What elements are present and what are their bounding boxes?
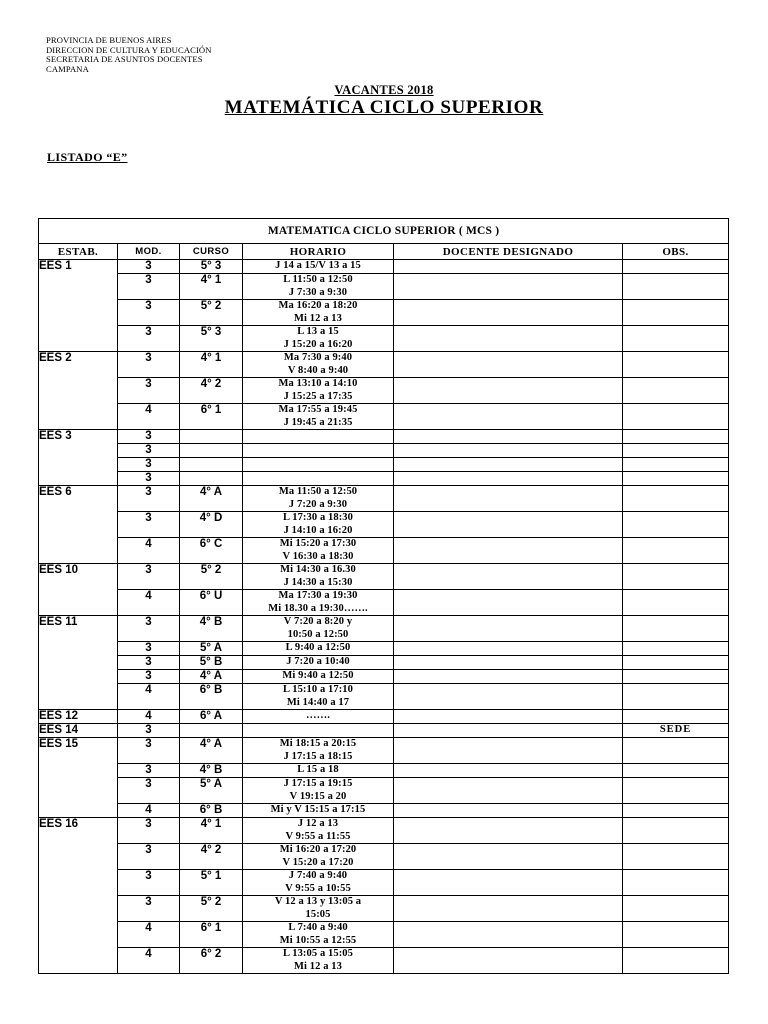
- schedule-line: J 7:30 a 9:30: [288, 286, 348, 298]
- cell-mod: 3: [118, 274, 180, 300]
- schedule-line: Mi 14:40 a 17: [286, 696, 350, 708]
- cell-docente: [394, 896, 623, 922]
- cell-estab: EES 2: [39, 352, 118, 430]
- table-row: [39, 472, 729, 486]
- cell-mod: 3: [118, 896, 180, 922]
- cell-mod: 3: [118, 870, 180, 896]
- cell-estab: EES 12: [39, 710, 118, 724]
- cell-estab: EES 11: [39, 616, 118, 710]
- cell-horario: [243, 260, 394, 274]
- cell-curso: [180, 472, 243, 486]
- cell-docente: [394, 404, 623, 430]
- cell-mod: 3: [118, 300, 180, 326]
- cell-obs: [623, 512, 729, 538]
- cell-horario: [243, 616, 394, 642]
- cell-docente: [394, 472, 623, 486]
- table-row: [39, 818, 729, 844]
- cell-mod: 3: [118, 844, 180, 870]
- cell-horario: [243, 564, 394, 590]
- cell-horario: [243, 458, 394, 472]
- cell-mod: 4: [118, 922, 180, 948]
- cell-horario: [243, 300, 394, 326]
- table-row: [39, 804, 729, 818]
- table-row: [39, 616, 729, 642]
- cell-curso: 6° 1: [180, 922, 243, 948]
- cell-mod: 3: [118, 656, 180, 670]
- col-header-mod: MOD.: [118, 244, 180, 260]
- schedule-line: J 14 a 15/V 13 a 15: [275, 260, 361, 271]
- cell-docente: [394, 684, 623, 710]
- header-line-city: CAMPANA: [46, 63, 89, 74]
- schedule-line: V 19:15 a 20: [289, 790, 347, 802]
- cell-docente: [394, 656, 623, 670]
- cell-docente: [394, 300, 623, 326]
- table-row: [39, 564, 729, 590]
- cell-mod: 4: [118, 684, 180, 710]
- cell-curso: 6° C: [180, 538, 243, 564]
- cell-mod: 3: [118, 326, 180, 352]
- schedule-line: Mi y V 15:15 a 17:15: [270, 804, 366, 815]
- cell-mod: 3: [118, 444, 180, 458]
- cell-mod: 4: [118, 590, 180, 616]
- cell-obs: [623, 486, 729, 512]
- schedule-line: Mi 18:15 a 20:15: [279, 738, 357, 749]
- cell-horario: [243, 818, 394, 844]
- cell-mod: 3: [118, 642, 180, 656]
- cell-curso: 5° B: [180, 656, 243, 670]
- cell-docente: [394, 670, 623, 684]
- cell-mod: 3: [118, 564, 180, 590]
- schedule-line: V 16:30 a 18:30: [282, 550, 354, 562]
- schedule-line: J 17:15 a 18:15: [283, 750, 353, 762]
- cell-obs: SEDE: [623, 724, 729, 738]
- schedule-line: L 9:40 a 12:50: [285, 642, 351, 653]
- cell-horario: [243, 512, 394, 538]
- cell-estab: EES 1: [39, 260, 118, 352]
- table-row: [39, 512, 729, 538]
- cell-estab: EES 10: [39, 564, 118, 616]
- table-row: [39, 260, 729, 274]
- schedule-line: J 7:40 a 9:40: [288, 870, 348, 881]
- cell-horario: [243, 404, 394, 430]
- cell-curso: 4° B: [180, 616, 243, 642]
- cell-horario: [243, 764, 394, 778]
- schedule-line: J 14:30 a 15:30: [283, 576, 353, 588]
- cell-curso: 4° A: [180, 670, 243, 684]
- cell-docente: [394, 430, 623, 444]
- page-title: [0, 97, 768, 119]
- schedule-line: Ma 17:30 a 19:30: [278, 590, 358, 601]
- cell-curso: 5° A: [180, 778, 243, 804]
- header-line-province: PROVINCIA DE BUENOS AIRES: [46, 35, 172, 45]
- schedule-line: V 8:40 a 9:40: [287, 364, 349, 376]
- cell-mod: 3: [118, 670, 180, 684]
- cell-docente: [394, 378, 623, 404]
- schedule-line: Mi 16:20 a 17:20: [279, 844, 357, 855]
- cell-horario: [243, 670, 394, 684]
- cell-estab: EES 6: [39, 486, 118, 564]
- table-row: [39, 922, 729, 948]
- cell-curso: 6° B: [180, 804, 243, 818]
- schedule-line: V 12 a 13 y 13:05 a: [274, 896, 362, 907]
- table-row: [39, 458, 729, 472]
- table-row: [39, 444, 729, 458]
- cell-horario: [243, 922, 394, 948]
- cell-mod: 3: [118, 352, 180, 378]
- cell-curso: [180, 724, 243, 738]
- col-header-curso: CURSO: [180, 244, 243, 260]
- schedule-line: L 11:50 a 12:50: [283, 274, 353, 285]
- cell-mod: 3: [118, 430, 180, 444]
- schedule-line: V 7:20 a 8:20 y: [283, 616, 353, 627]
- cell-docente: [394, 804, 623, 818]
- cell-horario: [243, 642, 394, 656]
- cell-mod: 4: [118, 804, 180, 818]
- cell-obs: [623, 710, 729, 724]
- cell-obs: [623, 870, 729, 896]
- table-row: [39, 590, 729, 616]
- cell-curso: 6° 1: [180, 404, 243, 430]
- cell-obs: [623, 274, 729, 300]
- cell-horario: [243, 684, 394, 710]
- schedule-line: J 19:45 a 21:35: [283, 416, 353, 428]
- cell-docente: [394, 922, 623, 948]
- cell-docente: [394, 538, 623, 564]
- cell-obs: [623, 300, 729, 326]
- table-header-row: [39, 244, 729, 260]
- schedule-line: …….: [306, 710, 330, 721]
- table-row: [39, 670, 729, 684]
- table-row: [39, 538, 729, 564]
- cell-docente: [394, 564, 623, 590]
- schedule-line: Ma 11:50 a 12:50: [278, 486, 358, 497]
- table-row: [39, 300, 729, 326]
- cell-obs: [623, 472, 729, 486]
- cell-obs: [623, 642, 729, 656]
- institution-header: [46, 36, 212, 74]
- cell-horario: [243, 444, 394, 458]
- cell-mod: 3: [118, 472, 180, 486]
- cell-mod: 3: [118, 486, 180, 512]
- cell-mod: 3: [118, 818, 180, 844]
- schedule-line: 10:50 a 12:50: [287, 628, 349, 640]
- schedule-line: L 13 a 15: [297, 326, 339, 337]
- cell-curso: 4° 1: [180, 274, 243, 300]
- cell-obs: [623, 352, 729, 378]
- table-row: [39, 844, 729, 870]
- cell-docente: [394, 642, 623, 656]
- schedule-line: J 15:20 a 16:20: [283, 338, 353, 350]
- schedule-line: J 7:20 a 9:30: [288, 498, 348, 510]
- cell-mod: 4: [118, 538, 180, 564]
- cell-docente: [394, 844, 623, 870]
- table-row: [39, 656, 729, 670]
- header-line-direction: DIRECCION DE CULTURA Y EDUCACIÓN: [46, 44, 212, 55]
- cell-horario: [243, 590, 394, 616]
- schedule-line: Mi 12 a 13: [294, 960, 342, 972]
- schedule-line: Ma 16:20 a 18:20: [278, 300, 358, 311]
- cell-obs: [623, 590, 729, 616]
- table-caption-row: [39, 219, 729, 244]
- cell-horario: [243, 472, 394, 486]
- cell-mod: 4: [118, 404, 180, 430]
- cell-horario: [243, 778, 394, 804]
- schedule-line: V 9:55 a 11:55: [285, 830, 351, 842]
- cell-obs: [623, 804, 729, 818]
- cell-obs: [623, 378, 729, 404]
- cell-horario: [243, 724, 394, 738]
- table-row: [39, 378, 729, 404]
- cell-curso: 5° 3: [180, 260, 243, 274]
- cell-horario: [243, 538, 394, 564]
- col-header-estab: ESTAB.: [39, 244, 118, 260]
- schedule-line: Mi 9:40 a 12:50: [282, 670, 354, 681]
- table-row: [39, 948, 729, 974]
- cell-horario: [243, 948, 394, 974]
- cell-horario: [243, 804, 394, 818]
- schedule-line: L 15 a 18: [297, 764, 339, 775]
- cell-horario: [243, 738, 394, 764]
- table-row: [39, 430, 729, 444]
- cell-mod: 4: [118, 948, 180, 974]
- header-line-secretary: SECRETARIA DE ASUNTOS DOCENTES: [46, 54, 203, 65]
- cell-docente: [394, 352, 623, 378]
- cell-docente: [394, 778, 623, 804]
- col-header-obs: OBS.: [623, 244, 729, 260]
- cell-docente: [394, 326, 623, 352]
- cell-curso: 4° A: [180, 486, 243, 512]
- table-row: [39, 738, 729, 764]
- cell-horario: [243, 710, 394, 724]
- schedule-line: 15:05: [305, 908, 331, 920]
- cell-curso: 5° A: [180, 642, 243, 656]
- cell-curso: 4° D: [180, 512, 243, 538]
- cell-estab: EES 16: [39, 818, 118, 974]
- cell-horario: [243, 656, 394, 670]
- cell-docente: [394, 870, 623, 896]
- cell-horario: [243, 870, 394, 896]
- cell-obs: [623, 922, 729, 948]
- schedule-line: V 9:55 a 10:55: [285, 882, 351, 894]
- table-row: [39, 352, 729, 378]
- cell-mod: 3: [118, 764, 180, 778]
- schedule-line: Mi 14:30 a 16.30: [280, 564, 356, 575]
- list-label: LISTADO “E”: [47, 150, 128, 164]
- cell-estab: EES 3: [39, 430, 118, 486]
- cell-obs: [623, 738, 729, 764]
- cell-mod: 3: [118, 778, 180, 804]
- table-row: [39, 486, 729, 512]
- schedule-line: Mi 15:20 a 17:30: [279, 538, 357, 549]
- table-row: [39, 684, 729, 710]
- cell-obs: [623, 458, 729, 472]
- schedule-line: L 13:05 a 15:05: [282, 948, 354, 959]
- cell-horario: [243, 430, 394, 444]
- cell-obs: [623, 948, 729, 974]
- cell-docente: [394, 590, 623, 616]
- cell-docente: [394, 948, 623, 974]
- schedule-line: J 17:15 a 19:15: [283, 778, 353, 789]
- table-row: [39, 778, 729, 804]
- table-row: [39, 404, 729, 430]
- cell-docente: [394, 274, 623, 300]
- schedule-line: J 15:25 a 17:35: [283, 390, 353, 402]
- cell-curso: 4° 2: [180, 378, 243, 404]
- cell-docente: [394, 738, 623, 764]
- cell-mod: 3: [118, 458, 180, 472]
- cell-docente: [394, 818, 623, 844]
- schedule-line: Ma 7:30 a 9:40: [283, 352, 353, 363]
- cell-curso: 6° U: [180, 590, 243, 616]
- cell-obs: [623, 616, 729, 642]
- schedule-line: Mi 18.30 a 19:30…….: [268, 602, 368, 614]
- col-header-docente: DOCENTE DESIGNADO: [394, 244, 623, 260]
- vacancies-table: [38, 218, 729, 974]
- cell-curso: 5° 2: [180, 564, 243, 590]
- cell-obs: [623, 684, 729, 710]
- table-row: [39, 724, 729, 738]
- cell-horario: [243, 844, 394, 870]
- cell-estab: EES 15: [39, 738, 118, 818]
- schedule-line: L 17:30 a 18:30: [282, 512, 354, 523]
- cell-docente: [394, 724, 623, 738]
- cell-curso: 4° 2: [180, 844, 243, 870]
- cell-obs: [623, 656, 729, 670]
- schedule-line: V 15:20 a 17:20: [282, 856, 354, 868]
- schedule-line: L 7:40 a 9:40: [288, 922, 348, 933]
- cell-docente: [394, 616, 623, 642]
- cell-docente: [394, 710, 623, 724]
- schedule-line: J 14:10 a 16:20: [283, 524, 353, 536]
- schedule-line: Ma 17:55 a 19:45: [278, 404, 358, 415]
- cell-obs: [623, 404, 729, 430]
- cell-obs: [623, 896, 729, 922]
- cell-horario: [243, 486, 394, 512]
- cell-curso: 5° 3: [180, 326, 243, 352]
- cell-curso: [180, 430, 243, 444]
- cell-horario: [243, 274, 394, 300]
- cell-docente: [394, 260, 623, 274]
- cell-mod: 3: [118, 512, 180, 538]
- cell-horario: [243, 378, 394, 404]
- cell-docente: [394, 486, 623, 512]
- cell-estab: EES 14: [39, 724, 118, 738]
- table-row: [39, 274, 729, 300]
- cell-horario: [243, 352, 394, 378]
- cell-curso: 5° 1: [180, 870, 243, 896]
- cell-obs: [623, 844, 729, 870]
- col-header-horario: HORARIO: [243, 244, 394, 260]
- cell-curso: 6° B: [180, 684, 243, 710]
- table-row: [39, 326, 729, 352]
- cell-obs: [623, 818, 729, 844]
- table-caption: MATEMATICA CICLO SUPERIOR ( MCS ): [39, 219, 729, 244]
- cell-obs: [623, 444, 729, 458]
- cell-obs: [623, 670, 729, 684]
- cell-mod: 3: [118, 260, 180, 274]
- cell-mod: 3: [118, 378, 180, 404]
- cell-curso: 5° 2: [180, 896, 243, 922]
- cell-obs: [623, 326, 729, 352]
- cell-mod: 3: [118, 738, 180, 764]
- cell-curso: [180, 458, 243, 472]
- cell-curso: 6° 2: [180, 948, 243, 974]
- cell-obs: [623, 764, 729, 778]
- cell-obs: [623, 538, 729, 564]
- cell-curso: [180, 444, 243, 458]
- table-row: [39, 710, 729, 724]
- table-body: [39, 260, 729, 974]
- cell-curso: 4° 1: [180, 818, 243, 844]
- schedule-line: L 15:10 a 17:10: [282, 684, 354, 695]
- cell-mod: 3: [118, 616, 180, 642]
- table-row: [39, 870, 729, 896]
- vacancies-heading: [0, 83, 768, 98]
- cell-curso: 6° A: [180, 710, 243, 724]
- vacancies-text: VACANTES 2018: [334, 83, 434, 97]
- cell-obs: [623, 430, 729, 444]
- cell-mod: 4: [118, 710, 180, 724]
- schedule-line: J 12 a 13: [297, 818, 339, 829]
- cell-horario: [243, 326, 394, 352]
- cell-curso: 4° 1: [180, 352, 243, 378]
- cell-curso: 4° B: [180, 764, 243, 778]
- cell-obs: [623, 260, 729, 274]
- cell-docente: [394, 764, 623, 778]
- table-row: [39, 642, 729, 656]
- cell-curso: 4° A: [180, 738, 243, 764]
- table-row: [39, 896, 729, 922]
- cell-obs: [623, 564, 729, 590]
- cell-mod: 3: [118, 724, 180, 738]
- page-title-text: MATEMÁTICA CICLO SUPERIOR: [224, 97, 544, 118]
- cell-docente: [394, 512, 623, 538]
- cell-obs: [623, 778, 729, 804]
- cell-docente: [394, 458, 623, 472]
- cell-curso: 5° 2: [180, 300, 243, 326]
- schedule-line: Mi 10:55 a 12:55: [279, 934, 357, 946]
- schedule-line: Mi 12 a 13: [294, 312, 342, 324]
- schedule-line: J 7:20 a 10:40: [286, 656, 350, 667]
- cell-docente: [394, 444, 623, 458]
- cell-horario: [243, 896, 394, 922]
- table-row: [39, 764, 729, 778]
- schedule-line: Ma 13:10 a 14:10: [278, 378, 358, 389]
